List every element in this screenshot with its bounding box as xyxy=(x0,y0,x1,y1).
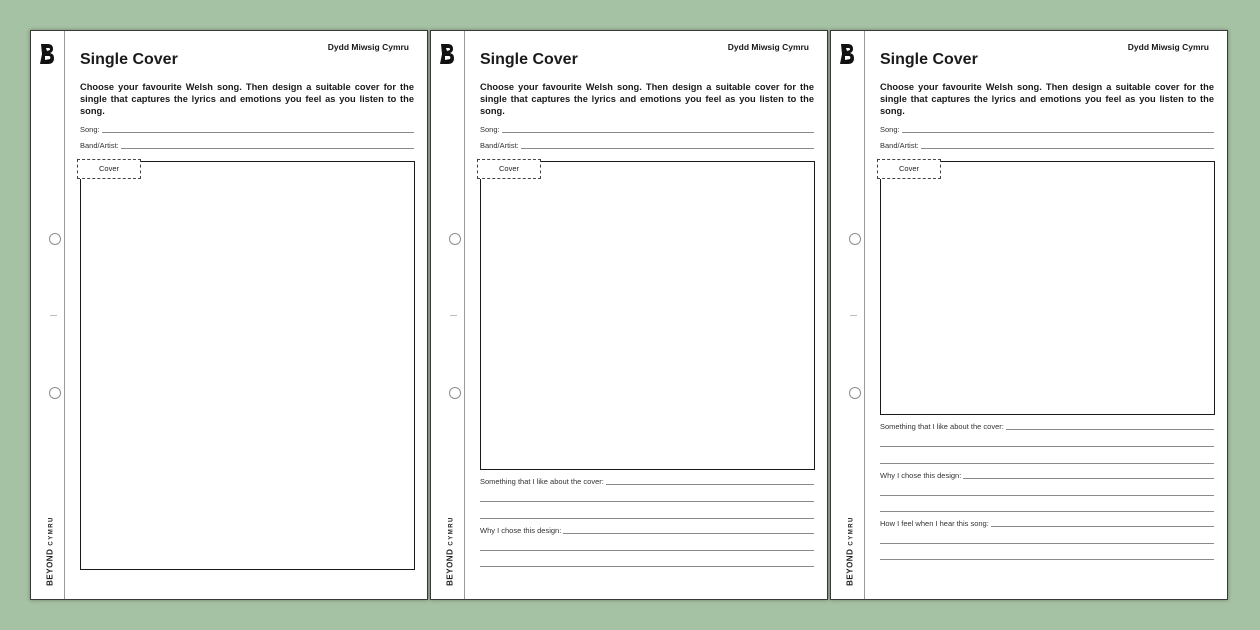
artist-label: Band/Artist: xyxy=(80,141,119,150)
brand-sub: CYMRU xyxy=(48,516,55,546)
write-line[interactable] xyxy=(880,463,1214,464)
brand-main: BEYOND xyxy=(445,548,455,586)
brand-vertical xyxy=(436,501,464,601)
artist-field[interactable] xyxy=(480,140,814,150)
page-title: Single Cover xyxy=(880,51,978,68)
margin-line xyxy=(64,31,65,599)
punch-hole xyxy=(849,387,861,399)
fold-mark xyxy=(850,315,857,316)
write-line[interactable] xyxy=(606,484,814,485)
question-like-label: Something that I like about the cover: xyxy=(880,422,1004,431)
write-line[interactable] xyxy=(102,132,414,133)
write-line[interactable] xyxy=(563,533,814,534)
write-line[interactable] xyxy=(121,148,414,149)
brand-main: BEYOND xyxy=(845,548,855,586)
cover-label: Cover xyxy=(477,159,541,179)
write-line[interactable] xyxy=(480,566,814,567)
question-why-label: Why I chose this design: xyxy=(480,526,562,535)
write-line[interactable] xyxy=(880,543,1214,544)
question-why[interactable] xyxy=(880,470,1214,480)
brand-sub: CYMRU xyxy=(848,516,855,546)
punch-hole xyxy=(449,233,461,245)
header-tag: Dydd Miwsig Cymru xyxy=(727,42,809,52)
question-why[interactable] xyxy=(480,525,814,535)
brand-main: BEYOND xyxy=(45,548,55,586)
write-line[interactable] xyxy=(963,478,1214,479)
write-line[interactable] xyxy=(991,526,1214,527)
song-field[interactable] xyxy=(480,124,814,134)
cover-drawing-box[interactable] xyxy=(880,161,1215,415)
question-like[interactable] xyxy=(880,421,1214,431)
write-line[interactable] xyxy=(480,518,814,519)
margin-line xyxy=(864,31,865,599)
margin-line xyxy=(464,31,465,599)
question-feel[interactable] xyxy=(880,518,1214,528)
worksheet-page-3 xyxy=(830,30,1228,600)
fold-mark xyxy=(450,315,457,316)
beyond-logo-icon xyxy=(839,43,855,65)
artist-field[interactable] xyxy=(80,140,414,150)
cover-label: Cover xyxy=(877,159,941,179)
brand-sub: CYMRU xyxy=(448,516,455,546)
song-field[interactable] xyxy=(880,124,1214,134)
instructions: Choose your favourite Welsh song. Then design a suitable cover for the single that captures the lyrics and emotions you feel as you listen to the song. xyxy=(480,82,814,116)
write-line[interactable] xyxy=(480,550,814,551)
punch-hole xyxy=(49,233,61,245)
instructions: Choose your favourite Welsh song. Then design a suitable cover for the single that captures the lyrics and emotions you feel as you listen to the song. xyxy=(80,82,414,116)
header-tag: Dydd Miwsig Cymru xyxy=(327,42,409,52)
cover-label: Cover xyxy=(77,159,141,179)
punch-hole xyxy=(49,387,61,399)
write-line[interactable] xyxy=(480,501,814,502)
artist-field[interactable] xyxy=(880,140,1214,150)
write-line[interactable] xyxy=(880,495,1214,496)
punch-hole xyxy=(449,387,461,399)
song-label: Song: xyxy=(480,125,500,134)
artist-label: Band/Artist: xyxy=(880,141,919,150)
beyond-logo-icon xyxy=(39,43,55,65)
header-tag: Dydd Miwsig Cymru xyxy=(1127,42,1209,52)
cover-drawing-box[interactable] xyxy=(80,161,415,570)
brand-vertical xyxy=(836,501,864,601)
write-line[interactable] xyxy=(880,511,1214,512)
worksheet-page-2 xyxy=(430,30,828,600)
question-why-label: Why I chose this design: xyxy=(880,471,962,480)
write-line[interactable] xyxy=(902,132,1214,133)
question-like-label: Something that I like about the cover: xyxy=(480,477,604,486)
write-line[interactable] xyxy=(1006,429,1214,430)
song-label: Song: xyxy=(80,125,100,134)
brand-vertical xyxy=(36,501,64,601)
question-feel-label: How I feel when I hear this song: xyxy=(880,519,989,528)
write-line[interactable] xyxy=(921,148,1214,149)
instructions: Choose your favourite Welsh song. Then design a suitable cover for the single that captures the lyrics and emotions you feel as you listen to the song. xyxy=(880,82,1214,116)
worksheet-page-1 xyxy=(30,30,428,600)
song-label: Song: xyxy=(880,125,900,134)
write-line[interactable] xyxy=(880,446,1214,447)
artist-label: Band/Artist: xyxy=(480,141,519,150)
page-title: Single Cover xyxy=(480,51,578,68)
write-line[interactable] xyxy=(880,559,1214,560)
write-line[interactable] xyxy=(521,148,814,149)
beyond-logo-icon xyxy=(439,43,455,65)
page-title: Single Cover xyxy=(80,51,178,68)
question-like[interactable] xyxy=(480,476,814,486)
punch-hole xyxy=(849,233,861,245)
song-field[interactable] xyxy=(80,124,414,134)
fold-mark xyxy=(50,315,57,316)
write-line[interactable] xyxy=(502,132,814,133)
cover-drawing-box[interactable] xyxy=(480,161,815,470)
